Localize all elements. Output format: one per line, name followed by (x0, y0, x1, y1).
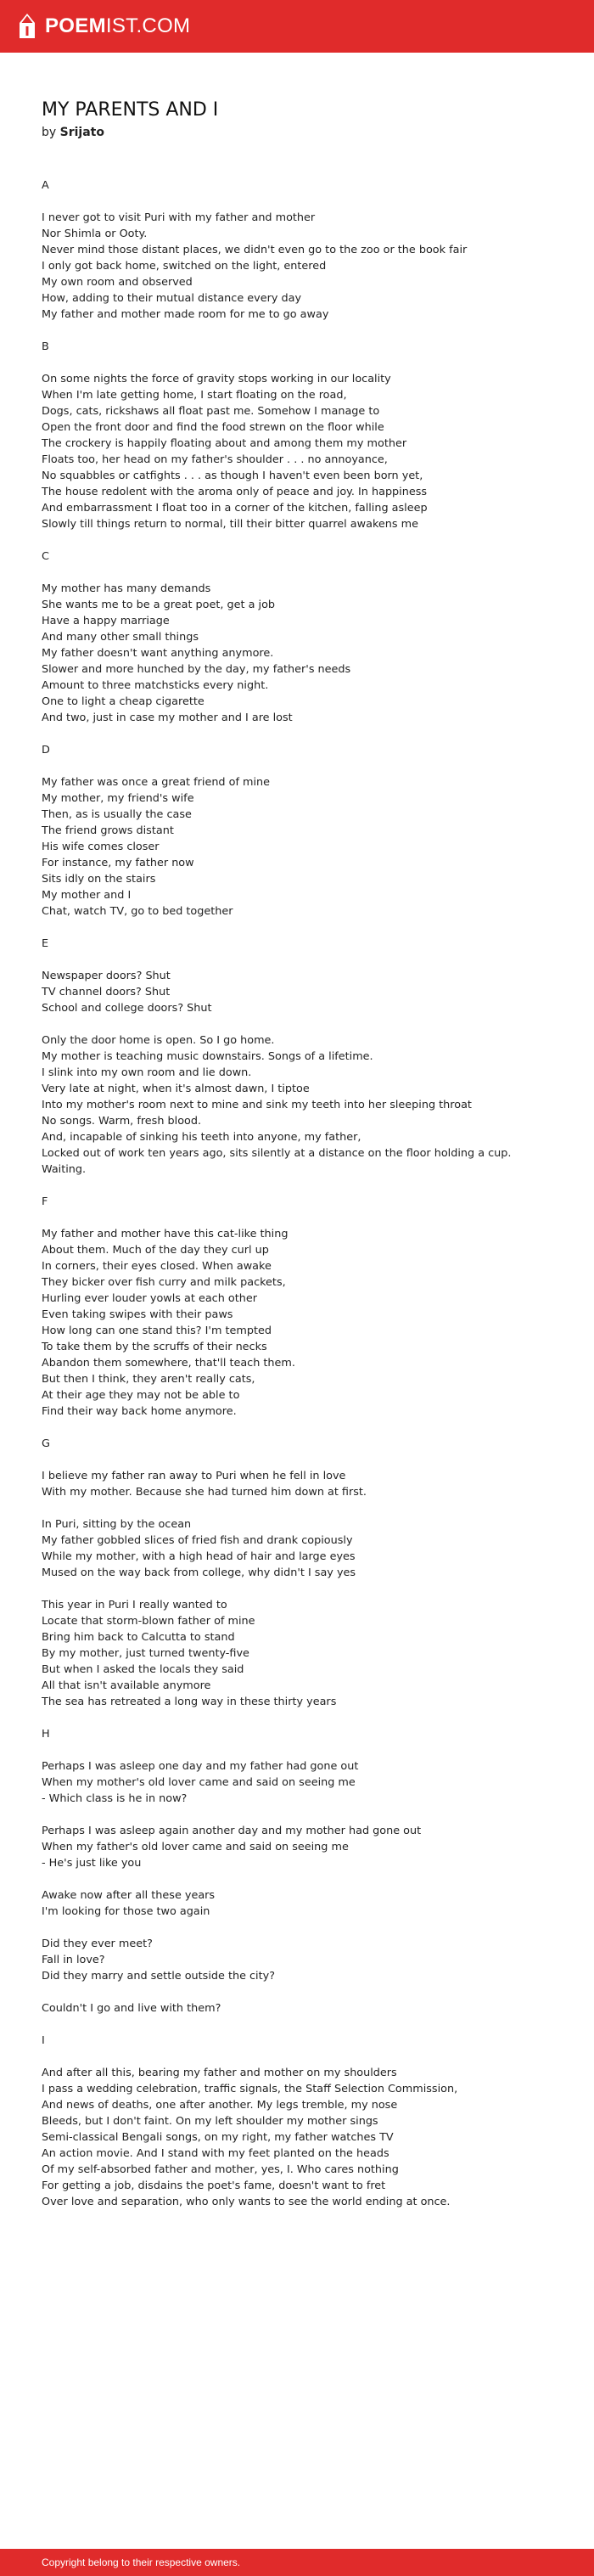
poem-line: To take them by the scruffs of their necks (42, 1341, 267, 1353)
stanza (42, 210, 551, 323)
poem-line: My father and mother made room for me to go away (42, 308, 329, 321)
poem-line: Nor Shimla or Ooty. (42, 228, 148, 240)
poem-line: While my mother, with a high head of hair and large eyes (42, 1550, 356, 1563)
section-heading (42, 339, 551, 355)
section-heading (42, 548, 551, 565)
poem-line: I slink into my own room and lie down. (42, 1066, 252, 1079)
poem-line: His wife comes closer (42, 841, 160, 853)
copyright-text: Copyright belong to their respective owners. (42, 2556, 241, 2568)
poem-line: Very late at night, when it's almost dawn, I tiptoe (42, 1083, 310, 1095)
poem-line: Only the door home is open. So I go home. (42, 1034, 275, 1047)
poem-line: Hurling ever louder yowls at each other (42, 1292, 257, 1305)
poem-line: All that isn't available anymore (42, 1679, 211, 1692)
poem-line: Over love and separation, who only wants to see the world ending at once. (42, 2196, 451, 2208)
poem-line: I never got to visit Puri with my father and mother (42, 211, 316, 224)
poem-line: But then I think, they aren't really cats, (42, 1373, 255, 1386)
poem-line: - He's just like you (42, 1857, 142, 1870)
stanza (42, 581, 551, 726)
poem-line: Amount to three matchsticks every night. (42, 679, 269, 692)
poem-line: B (42, 340, 49, 353)
poem-line: I (42, 2034, 45, 2047)
stanza (42, 1516, 551, 1581)
poem-line: C (42, 550, 49, 563)
section-heading (42, 1436, 551, 1452)
poem-line: My mother is teaching music downstairs. Songs of a lifetime. (42, 1050, 373, 1063)
poem-line: One to light a cheap cigarette (42, 695, 205, 708)
poem-line: My own room and observed (42, 276, 193, 289)
poem-line: Sits idly on the stairs (42, 873, 156, 886)
poem-line: Newspaper doors? Shut (42, 970, 171, 982)
site-footer (0, 2549, 594, 2576)
poem-line: And, incapable of sinking his teeth into anyone, my father, (42, 1131, 361, 1144)
poem-line: In Puri, sitting by the ocean (42, 1518, 192, 1531)
poem-line: Into my mother's room next to mine and sink my teeth into her sleeping throat (42, 1099, 472, 1111)
by-label: by (42, 126, 57, 139)
poem-line: Even taking swipes with their paws (42, 1308, 233, 1321)
stanza (42, 1226, 551, 1420)
poem-line: Dogs, cats, rickshaws all float past me. Somehow I manage to (42, 405, 380, 418)
poem-line: Chat, watch TV, go to bed together (42, 905, 233, 918)
poem-line: Have a happy marriage (42, 615, 170, 627)
poem-line: But when I asked the locals they said (42, 1663, 244, 1676)
stanza (42, 2000, 551, 2016)
poem-line: The sea has retreated a long way in these thirty years (42, 1696, 337, 1708)
poem-line: For getting a job, disdains the poet's fame, doesn't want to fret (42, 2179, 386, 2192)
poem-line: A (42, 179, 49, 192)
poem-line: She wants me to be a great poet, get a job (42, 599, 276, 611)
poem-line: An action movie. And I stand with my feet planted on the heads (42, 2147, 389, 2160)
poem-line: Slowly till things return to normal, till their bitter quarrel awakens me (42, 518, 418, 531)
poem-line: TV channel doors? Shut (42, 986, 171, 998)
stanza (42, 2065, 551, 2210)
poem-line: F (42, 1195, 48, 1208)
poem-line: Open the front door and find the food strewn on the floor while (42, 421, 384, 434)
stanza (42, 1758, 551, 1807)
site-logo[interactable] (45, 16, 190, 37)
section-heading (42, 1194, 551, 1210)
poem-line: How long can one stand this? I'm tempted (42, 1325, 272, 1337)
poem-line: And two, just in case my mother and I are lost (42, 711, 293, 724)
poem-line: When my father's old lover came and said on seeing me (42, 1841, 349, 1853)
poem-line: This year in Puri I really wanted to (42, 1599, 227, 1611)
poem-article (42, 98, 551, 2226)
poem-line: Never mind those distant places, we didn't even go to the zoo or the book fair (42, 244, 468, 256)
poem-line: E (42, 937, 49, 950)
stanza (42, 1936, 551, 1984)
poem-line: I pass a wedding celebration, traffic signals, the Staff Selection Commission, (42, 2083, 458, 2095)
byline (42, 125, 551, 140)
stanza (42, 1823, 551, 1871)
poem-line: Abandon them somewhere, that'll teach them. (42, 1357, 295, 1370)
author-link[interactable]: Srijato (59, 126, 104, 139)
poem-line: H (42, 1728, 50, 1741)
poem-line: They bicker over fish curry and milk packets, (42, 1276, 286, 1289)
poem-line: My mother, my friend's wife (42, 792, 194, 805)
poem-line: My father and mother have this cat-like thing (42, 1228, 289, 1240)
poem-line: Perhaps I was asleep one day and my father had gone out (42, 1760, 359, 1773)
poem-line: My father was once a great friend of mine (42, 776, 271, 789)
poem-line: Locate that storm-blown father of mine (42, 1615, 255, 1628)
logo-bold-part: POEM (45, 14, 106, 37)
section-heading (42, 936, 551, 952)
stanza (42, 968, 551, 1016)
stanza (42, 774, 551, 920)
poem-line: When my mother's old lover came and said on seeing me (42, 1776, 356, 1789)
poem-line: And embarrassment I float too in a corner of the kitchen, falling asleep (42, 502, 428, 515)
poem-line: At their age they may not be able to (42, 1389, 240, 1402)
poem-line: Perhaps I was asleep again another day and my mother had gone out (42, 1825, 422, 1837)
stanza (42, 371, 551, 532)
poem-body (42, 177, 551, 2210)
poem-line: Then, as is usually the case (42, 808, 192, 821)
section-heading (42, 1726, 551, 1742)
pencil-icon[interactable] (18, 13, 36, 40)
poem-line: My father doesn't want anything anymore. (42, 647, 274, 660)
poem-line: And news of deaths, one after another. My legs tremble, my nose (42, 2099, 398, 2112)
section-heading (42, 2033, 551, 2049)
poem-line: Fall in love? (42, 1954, 105, 1966)
poem-line: And many other small things (42, 631, 199, 644)
poem-line: When I'm late getting home, I start floating on the road, (42, 389, 347, 402)
stanza (42, 1032, 551, 1178)
poem-line: Slower and more hunched by the day, my father's needs (42, 663, 351, 676)
poem-line: Floats too, her head on my father's shoulder . . . no annoyance, (42, 453, 388, 466)
poem-line: Couldn't I go and live with them? (42, 2002, 221, 2015)
poem-line: G (42, 1437, 50, 1450)
site-header (0, 0, 594, 53)
poem-title: MY PARENTS AND I (42, 99, 219, 121)
poem-line: I'm looking for those two again (42, 1905, 210, 1918)
stanza (42, 1597, 551, 1710)
section-heading (42, 177, 551, 194)
poem-line: My father gobbled slices of fried fish and drank copiously (42, 1534, 353, 1547)
poem-line: In corners, their eyes closed. When awake (42, 1260, 272, 1273)
poem-line: I only got back home, switched on the light, entered (42, 260, 327, 273)
stanza (42, 1887, 551, 1920)
poem-line: My mother and I (42, 889, 132, 902)
poem-line: School and college doors? Shut (42, 1002, 212, 1015)
poem-line: My mother has many demands (42, 582, 211, 595)
poem-line: I believe my father ran away to Puri when he fell in love (42, 1470, 346, 1482)
poem-line: Of my self-absorbed father and mother, yes, I. Who cares nothing (42, 2163, 399, 2176)
poem-line: Locked out of work ten years ago, sits silently at a distance on the floor holding a cup. Waiting. (42, 1147, 512, 1176)
logo-rest-part: IST.COM (105, 14, 191, 37)
poem-line: Did they marry and settle outside the city? (42, 1970, 275, 1983)
poem-line: With my mother. Because she had turned him down at first. (42, 1486, 367, 1499)
poem-line: On some nights the force of gravity stops working in our locality (42, 373, 391, 385)
poem-line: How, adding to their mutual distance every day (42, 292, 302, 305)
poem-line: For instance, my father now (42, 857, 194, 869)
poem-line: D (42, 744, 50, 756)
poem-line: - Which class is he in now? (42, 1792, 188, 1805)
poem-line: The friend grows distant (42, 824, 174, 837)
section-heading (42, 742, 551, 758)
poem-line: By my mother, just turned twenty-five (42, 1647, 249, 1660)
poem-line: No squabbles or catfights . . . as though I haven't even been born yet, (42, 470, 423, 482)
poem-line: Mused on the way back from college, why didn't I say yes (42, 1566, 356, 1579)
poem-line: No songs. Warm, fresh blood. (42, 1115, 202, 1128)
poem-line: The crockery is happily floating about and among them my mother (42, 437, 407, 450)
poem-line: Did they ever meet? (42, 1938, 153, 1950)
poem-line: The house redolent with the aroma only of peace and joy. In happiness (42, 486, 428, 498)
poem-line: Semi-classical Bengali songs, on my right, my father watches TV (42, 2131, 394, 2144)
poem-line: Bleeds, but I don't faint. On my left shoulder my mother sings (42, 2115, 378, 2128)
poem-line: Bring him back to Calcutta to stand (42, 1631, 235, 1644)
poem-line: About them. Much of the day they curl up (42, 1244, 269, 1257)
stanza (42, 1468, 551, 1500)
poem-line: Find their way back home anymore. (42, 1405, 237, 1418)
poem-line: And after all this, bearing my father and mother on my shoulders (42, 2067, 397, 2079)
poem-line: Awake now after all these years (42, 1889, 216, 1902)
